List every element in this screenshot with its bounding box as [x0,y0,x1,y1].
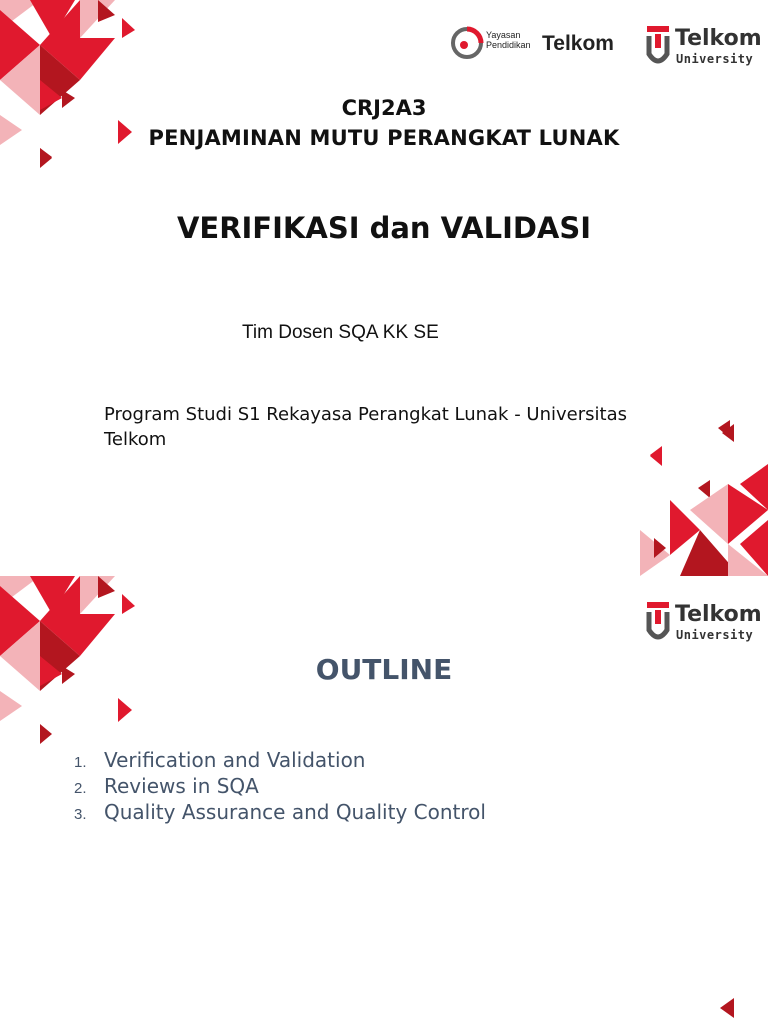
telkom-university-emblem-icon [645,600,671,646]
author-team: Tim Dosen SQA KK SE [242,322,439,343]
list-item-label: Reviews in SQA [104,774,259,798]
ypt-label: Yayasan Pendidikan [486,30,531,50]
list-item-number: 2. [74,780,87,797]
slide-title: VERIFIKASI dan VALIDASI [176,211,592,245]
tu-sub: University [676,52,754,66]
list-item [74,774,486,800]
ypt-emblem-icon [450,26,484,60]
triangle-marker-icon [722,424,734,442]
triangle-marker-icon [40,148,52,166]
ypt-brand: Telkom [542,32,614,55]
outline-list [74,748,486,826]
telkom-university-emblem-icon [645,24,671,70]
tu-sub: University [676,628,754,642]
list-item-label: Quality Assurance and Quality Control [104,800,486,824]
yayasan-pendidikan-telkom-logo [450,24,620,64]
triangle-marker-icon [720,998,734,1018]
list-item [74,800,486,826]
telkom-university-logo [645,22,762,72]
telkom-university-logo [645,598,762,648]
course-title: PENJAMINAN MUTU PERANGKAT LUNAK [148,126,620,150]
list-item-number: 3. [74,806,87,823]
list-item-number: 1. [74,754,87,771]
tu-brand: Telkom [675,602,762,627]
list-item [74,748,486,774]
outline-title: OUTLINE [315,653,453,686]
program-affiliation: Program Studi S1 Rekayasa Perangkat Lunak - Universitas Telkom [104,404,627,450]
tu-brand: Telkom [675,26,762,51]
list-item-label: Verification and Validation [104,748,366,772]
course-code: CRJ2A3 [341,96,427,120]
